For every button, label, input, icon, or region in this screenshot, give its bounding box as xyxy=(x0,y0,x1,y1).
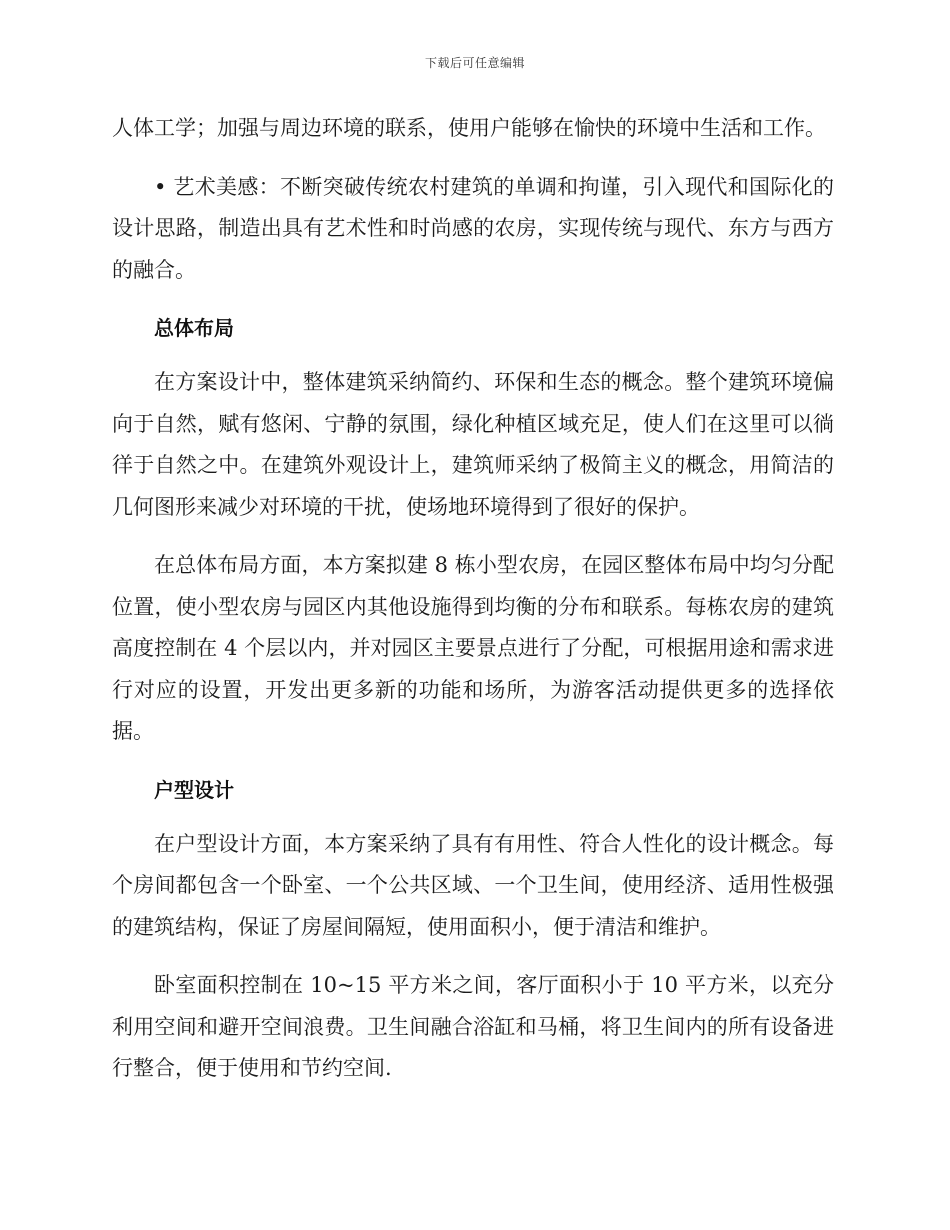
heading-overall-layout: 总体布局 xyxy=(154,316,234,340)
paragraph-room-area: 卧室面积控制在 10~15 平方米之间，客厅面积小于 10 平方米，以充分利用空间和避开空间浪费。卫生间融合浴缸和马桶，将卫生间内的所有设备进行整合，便于使用和节约空间. xyxy=(112,973,834,1080)
paragraph-ergonomics: 人体工学；加强与周边环境的联系，使用户能够在愉快的环境中生活和工作。 xyxy=(112,116,826,140)
page-header: 下载后可任意编辑 xyxy=(424,56,525,70)
heading-unit-design: 户型设计 xyxy=(154,777,234,802)
paragraph-unit-concept: 在户型设计方面，本方案采纳了具有有用性、符合人性化的设计概念。每个房间都包含一个卧室、一个公共区域、一个卫生间，使用经济、适用性极强的建筑结构，保证了房屋间隔短，使用面积小，便于清洁和维护。 xyxy=(112,831,834,939)
document-body xyxy=(112,108,834,1107)
paragraph-design-concept: 在方案设计中，整体建筑采纳简约、环保和生态的概念。整个建筑环境偏向于自然，赋有悠闲、宁静的氛围，绿化种植区域充足，使人们在这里可以徜徉于自然之中。在建筑外观设计上，建筑师采纳了极简主义的概念，用简洁的几何图形来减少对环境的干扰，使场地环境得到了很好的保护。 xyxy=(112,370,834,519)
paragraph-layout-plan: 在总体布局方面，本方案拟建 8 栋小型农房，在园区整体布局中均匀分配位置，使小型农房与园区内其他设施得到均衡的分布和联系。每栋农房的建筑高度控制在 4 个层以内，并对园区主要景点进行了分配，可根据用途和需求进行对应的设置，开发出更多新的功能和场所，为游客活动提供更多的选择依据。 xyxy=(112,553,834,743)
paragraph-art-aesthetics: • 艺术美感：不断突破传统农村建筑的单调和拘谨，引入现代和国际化的设计思路，制造出具有艺术性和时尚感的农房，实现传统与现代、东方与西方的融合。 xyxy=(112,174,834,282)
